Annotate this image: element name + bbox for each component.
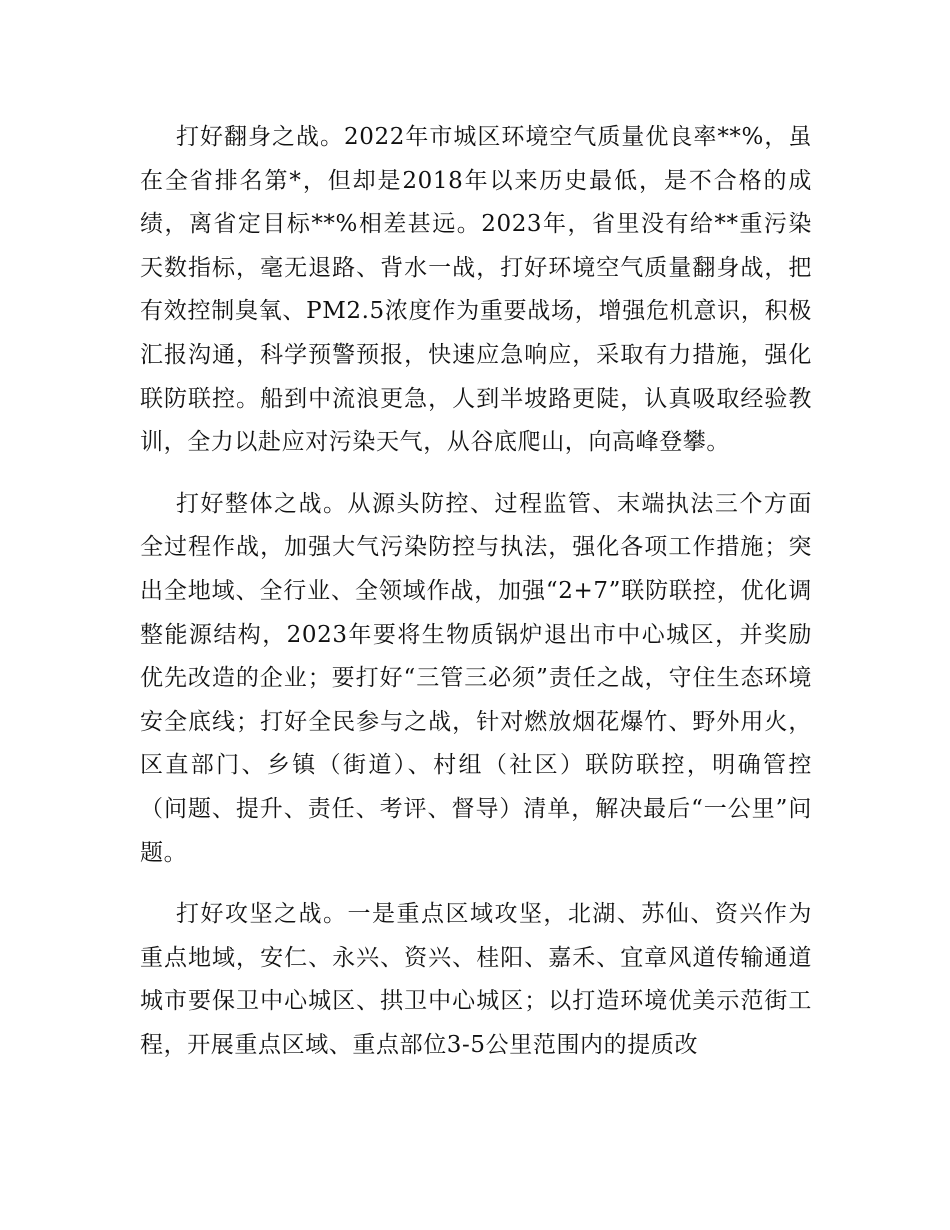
paragraph-tough-battle: 打好攻坚之战。一是重点区域攻坚，北湖、苏仙、资兴作为重点地域，安仁、永兴、资兴、桂阳、嘉禾、宜章风道传输通道城市要保卫中心城区、拱卫中心城区；以打造环境优美示范街工程，开展重点区域、重点部位3-5公里范围内的提质改 — [140, 901, 812, 1058]
paragraph-rebound-battle: 打好翻身之战。2022年市城区环境空气质量优良率**%，虽在全省排名第*，但却是2018年以来历史最低，是不合格的成绩，离省定目标**%相差甚远。2023年，省里没有给**重污染天数指标，毫无退路、背水一战，打好环境空气质量翻身战，把有效控制臭氧、PM2.5浓度作为重要战场，增强危机意识，积极汇报沟通，科学预警预报，快速应急响应，采取有力措施，强化联防联控。船到中流浪更急，人到半坡路更陡，认真吸取经验教训，全力以赴应对污染天气，从谷底爬山，向高峰登攀。 — [140, 124, 812, 456]
paragraph-overall-battle: 打好整体之战。从源头防控、过程监管、末端执法三个方面全过程作战，加强大气污染防控与执法，强化各项工作措施；突出全地域、全行业、全领域作战，加强“2+7”联防联控，优化调整能源结构，2023年要将生物质锅炉退出市中心城区，并奖励优先改造的企业；要打好“三管三必须”责任之战，守住生态环境安全底线；打好全民参与之战，针对燃放烟花爆竹、野外用火，区直部门、乡镇（街道）、村组（社区）联防联控，明确管控（问题、提升、责任、考评、督导）清单，解决最后“一公里”问题。 — [140, 490, 812, 866]
document-body — [140, 116, 812, 1067]
